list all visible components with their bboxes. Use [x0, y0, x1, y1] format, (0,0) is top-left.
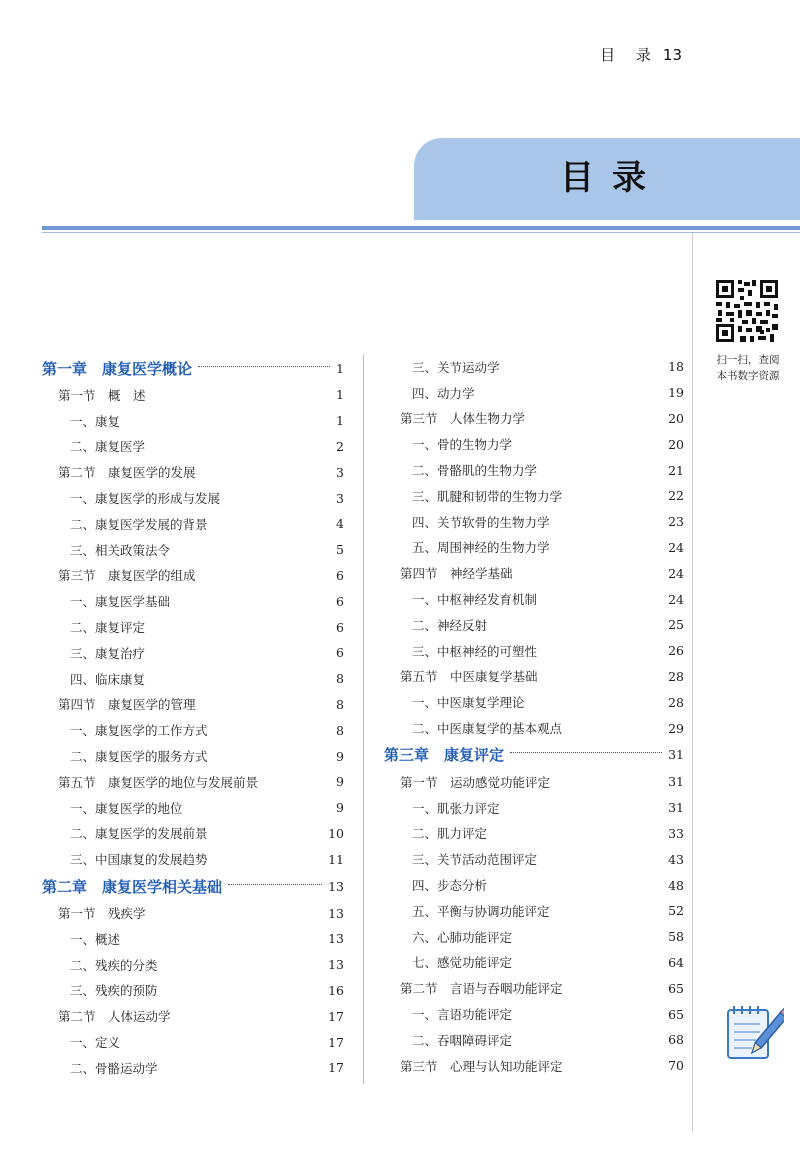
toc-item[interactable] — [42, 434, 344, 460]
toc-title: 一、肌张力评定 — [412, 800, 500, 816]
toc-item[interactable] — [42, 795, 344, 821]
toc-title: 三、中国康复的发展趋势 — [70, 852, 208, 868]
toc-title: 四、关节软骨的生物力学 — [412, 514, 550, 530]
toc-page-number: 6 — [336, 593, 344, 609]
toc-page-number: 28 — [668, 668, 684, 684]
toc-page-number: 31 — [668, 800, 684, 816]
toc-page-number: 43 — [668, 851, 684, 867]
toc-item[interactable] — [384, 689, 684, 715]
toc-item[interactable] — [384, 638, 684, 664]
toc-title: 二、残疾的分类 — [70, 957, 158, 973]
toc-page-number: 65 — [668, 980, 684, 996]
toc-page-number: 20 — [668, 436, 684, 452]
toc-item[interactable] — [384, 924, 684, 950]
toc-section[interactable] — [42, 692, 344, 718]
toc-page-number: 29 — [668, 720, 684, 736]
toc-page-number: 23 — [668, 514, 684, 530]
toc-title: 一、康复医学基础 — [70, 594, 171, 610]
toc-page-number: 18 — [668, 359, 684, 375]
toc-title: 一、言语功能评定 — [412, 1007, 513, 1023]
toc-title: 三、残疾的预防 — [70, 983, 158, 999]
toc-title: 三、中枢神经的可塑性 — [412, 643, 538, 659]
header-page-number: 13 — [662, 46, 682, 64]
toc-item[interactable] — [42, 978, 344, 1004]
toc-section[interactable] — [384, 664, 684, 690]
toc-item[interactable] — [42, 926, 344, 952]
toc-title: 第一章 康复医学概论 — [42, 359, 193, 378]
toc-page-number: 9 — [336, 800, 344, 816]
toc-page-number: 17 — [328, 1008, 344, 1024]
toc-item[interactable] — [384, 535, 684, 561]
toc-title: 第三节 心理与认知功能评定 — [400, 1058, 563, 1074]
toc-page-number: 6 — [336, 567, 344, 583]
toc-page-number: 64 — [668, 954, 684, 970]
toc-title: 第二章 康复医学相关基础 — [42, 877, 223, 896]
toc-item[interactable] — [42, 614, 344, 640]
toc-page-number: 11 — [328, 851, 344, 867]
toc-title: 一、骨的生物力学 — [412, 437, 513, 453]
toc-item[interactable] — [384, 950, 684, 976]
toc-item[interactable] — [42, 666, 344, 692]
toc-page-number: 5 — [336, 542, 344, 558]
toc-title: 三、肌腱和韧带的生物力学 — [412, 488, 563, 504]
toc-title: 四、动力学 — [412, 385, 475, 401]
toc-title: 第二节 人体运动学 — [58, 1009, 171, 1025]
toc-title: 二、康复医学的服务方式 — [70, 749, 208, 765]
toc-title: 一、康复医学的工作方式 — [70, 723, 208, 739]
toc-column-right — [384, 354, 684, 1079]
toc-page-number: 48 — [668, 877, 684, 893]
toc-page-number: 9 — [336, 774, 344, 790]
dot-leader — [198, 366, 330, 367]
toc-page-number: 1 — [336, 360, 344, 376]
toc-title: 第一节 运动感觉功能评定 — [400, 774, 551, 790]
qr-code-icon[interactable] — [714, 278, 780, 344]
toc-chapter[interactable] — [42, 354, 344, 382]
toc-title: 二、康复医学 — [70, 439, 146, 455]
toc-page-number: 6 — [336, 645, 344, 661]
toc-section[interactable] — [384, 560, 684, 586]
sidebar-divider — [692, 233, 693, 1133]
toc-item[interactable] — [384, 715, 684, 741]
toc-item[interactable] — [42, 717, 344, 743]
toc-page-number: 68 — [668, 1032, 684, 1048]
toc-title: 一、康复医学的形成与发展 — [70, 491, 221, 507]
toc-page-number: 24 — [668, 591, 684, 607]
toc-page-number: 21 — [668, 462, 684, 478]
toc-title: 一、中枢神经发育机制 — [412, 592, 538, 608]
toc-item[interactable] — [42, 640, 344, 666]
toc-title: 四、步态分析 — [412, 878, 488, 894]
toc-title: 二、康复医学的发展前景 — [70, 826, 208, 842]
toc-section[interactable] — [384, 769, 684, 795]
toc-title: 第一节 概 述 — [58, 387, 146, 403]
toc-item[interactable] — [384, 483, 684, 509]
toc-title: 第五节 康复医学的地位与发展前景 — [58, 774, 259, 790]
header-label: 目 录 — [600, 46, 659, 64]
toc-item[interactable] — [384, 431, 684, 457]
qr-caption-line-1: 扫一扫，查阅 — [716, 354, 780, 366]
toc-title: 三、相关政策法令 — [70, 542, 171, 558]
toc-page-number: 13 — [328, 878, 344, 894]
toc-title: 一、康复医学的地位 — [70, 800, 183, 816]
toc-page-number: 10 — [328, 825, 344, 841]
toc-item[interactable] — [384, 509, 684, 535]
toc-chapter[interactable] — [42, 872, 344, 900]
toc-page-number: 31 — [668, 747, 684, 763]
toc-title: 第三章 康复评定 — [384, 746, 505, 765]
toc-item[interactable] — [42, 588, 344, 614]
toc-title: 二、肌力评定 — [412, 826, 488, 842]
header-rule — [42, 226, 800, 230]
toc-item[interactable] — [384, 1001, 684, 1027]
toc-page-number: 3 — [336, 490, 344, 506]
toc-page-number: 13 — [328, 931, 344, 947]
toc-title: 二、吞咽障碍评定 — [412, 1032, 513, 1048]
toc-title: 二、骨骼肌的生物力学 — [412, 463, 538, 479]
toc-column-left — [42, 354, 344, 1081]
toc-item[interactable] — [42, 821, 344, 847]
toc-item[interactable] — [42, 846, 344, 872]
toc-title: 二、骨骼运动学 — [70, 1060, 158, 1076]
toc-title: 第四节 康复医学的管理 — [58, 697, 196, 713]
toc-title: 四、临床康复 — [70, 671, 146, 687]
toc-item[interactable] — [384, 898, 684, 924]
toc-item[interactable] — [384, 846, 684, 872]
toc-item[interactable] — [42, 511, 344, 537]
toc-item[interactable] — [384, 795, 684, 821]
toc-section[interactable] — [42, 459, 344, 485]
toc-page-number: 33 — [668, 825, 684, 841]
toc-title: 三、关节运动学 — [412, 359, 500, 375]
toc-section[interactable] — [384, 975, 684, 1001]
toc-title: 二、康复评定 — [70, 620, 146, 636]
toc-item[interactable] — [42, 408, 344, 434]
toc-item[interactable] — [384, 380, 684, 406]
toc-item[interactable] — [384, 872, 684, 898]
toc-page-number: 22 — [668, 488, 684, 504]
toc-page-number: 24 — [668, 565, 684, 581]
qr-caption-line-2: 本书数字资源 — [716, 370, 780, 382]
toc-page-number: 13 — [328, 957, 344, 973]
toc-title: 一、定义 — [70, 1035, 121, 1051]
toc-item[interactable] — [384, 821, 684, 847]
toc-page-number: 2 — [336, 438, 344, 454]
toc-item[interactable] — [384, 1027, 684, 1053]
toc-page-number: 19 — [668, 385, 684, 401]
toc-page-number: 26 — [668, 643, 684, 659]
toc-section[interactable] — [42, 769, 344, 795]
toc-page-number: 17 — [328, 1034, 344, 1050]
dot-leader — [228, 884, 322, 885]
toc-title: 一、康复 — [70, 413, 121, 429]
toc-page-number: 20 — [668, 410, 684, 426]
toc-page-number: 3 — [336, 464, 344, 480]
toc-page-number: 9 — [336, 748, 344, 764]
toc-title: 第三节 人体生物力学 — [400, 411, 526, 427]
qr-caption — [706, 352, 790, 384]
toc-section[interactable] — [42, 1003, 344, 1029]
toc-page-number: 70 — [668, 1058, 684, 1074]
toc-item[interactable] — [42, 1055, 344, 1081]
toc-page-number: 24 — [668, 539, 684, 555]
toc-page-number: 8 — [336, 696, 344, 712]
toc-title: 第三节 康复医学的组成 — [58, 568, 196, 584]
toc-title: 第二节 康复医学的发展 — [58, 465, 196, 481]
toc-page-number: 1 — [336, 413, 344, 429]
toc-section[interactable] — [42, 563, 344, 589]
toc-page-number: 31 — [668, 774, 684, 790]
toc-item[interactable] — [42, 743, 344, 769]
toc-page-number: 8 — [336, 671, 344, 687]
toc-title: 三、关节活动范围评定 — [412, 852, 538, 868]
toc-item[interactable] — [384, 612, 684, 638]
toc-page-number: 4 — [336, 516, 344, 532]
column-divider — [363, 354, 364, 1084]
toc-title: 三、康复治疗 — [70, 645, 146, 661]
toc-title: 第一节 残疾学 — [58, 906, 146, 922]
toc-title: 二、中医康复学的基本观点 — [412, 721, 563, 737]
running-header — [600, 44, 682, 65]
toc-title: 七、感觉功能评定 — [412, 955, 513, 971]
toc-page-number: 6 — [336, 619, 344, 635]
toc-item[interactable] — [384, 354, 684, 380]
toc-section[interactable] — [384, 1053, 684, 1079]
toc-page-number: 52 — [668, 903, 684, 919]
toc-page-number: 8 — [336, 722, 344, 738]
toc-page-number: 65 — [668, 1006, 684, 1022]
toc-item[interactable] — [42, 1029, 344, 1055]
toc-chapter[interactable] — [384, 741, 684, 769]
toc-page-number: 1 — [336, 387, 344, 403]
toc-page-number: 17 — [328, 1060, 344, 1076]
toc-section[interactable] — [42, 382, 344, 408]
header-rule-thin — [42, 232, 800, 233]
toc-page-number: 28 — [668, 694, 684, 710]
dot-leader — [510, 752, 662, 753]
toc-title: 一、中医康复学理论 — [412, 695, 525, 711]
toc-section[interactable] — [384, 406, 684, 432]
toc-page-number: 13 — [328, 905, 344, 921]
toc-item[interactable] — [384, 457, 684, 483]
toc-title: 二、神经反射 — [412, 617, 488, 633]
toc-page-number: 16 — [328, 982, 344, 998]
toc-item[interactable] — [42, 952, 344, 978]
toc-section[interactable] — [42, 900, 344, 926]
toc-title: 五、平衡与协调功能评定 — [412, 903, 550, 919]
toc-item[interactable] — [42, 485, 344, 511]
toc-title: 五、周围神经的生物力学 — [412, 540, 550, 556]
toc-title: 一、概述 — [70, 931, 121, 947]
toc-page-number: 25 — [668, 617, 684, 633]
toc-page-number: 58 — [668, 929, 684, 945]
toc-item[interactable] — [42, 537, 344, 563]
toc-title: 第二节 言语与吞咽功能评定 — [400, 981, 563, 997]
toc-title: 第五节 中医康复学基础 — [400, 669, 538, 685]
toc-title: 六、心肺功能评定 — [412, 929, 513, 945]
notebook-pencil-icon — [722, 1000, 784, 1064]
toc-item[interactable] — [384, 586, 684, 612]
page-title: 目录 — [560, 158, 664, 198]
toc-title: 二、康复医学发展的背景 — [70, 516, 208, 532]
toc-title: 第四节 神经学基础 — [400, 566, 513, 582]
